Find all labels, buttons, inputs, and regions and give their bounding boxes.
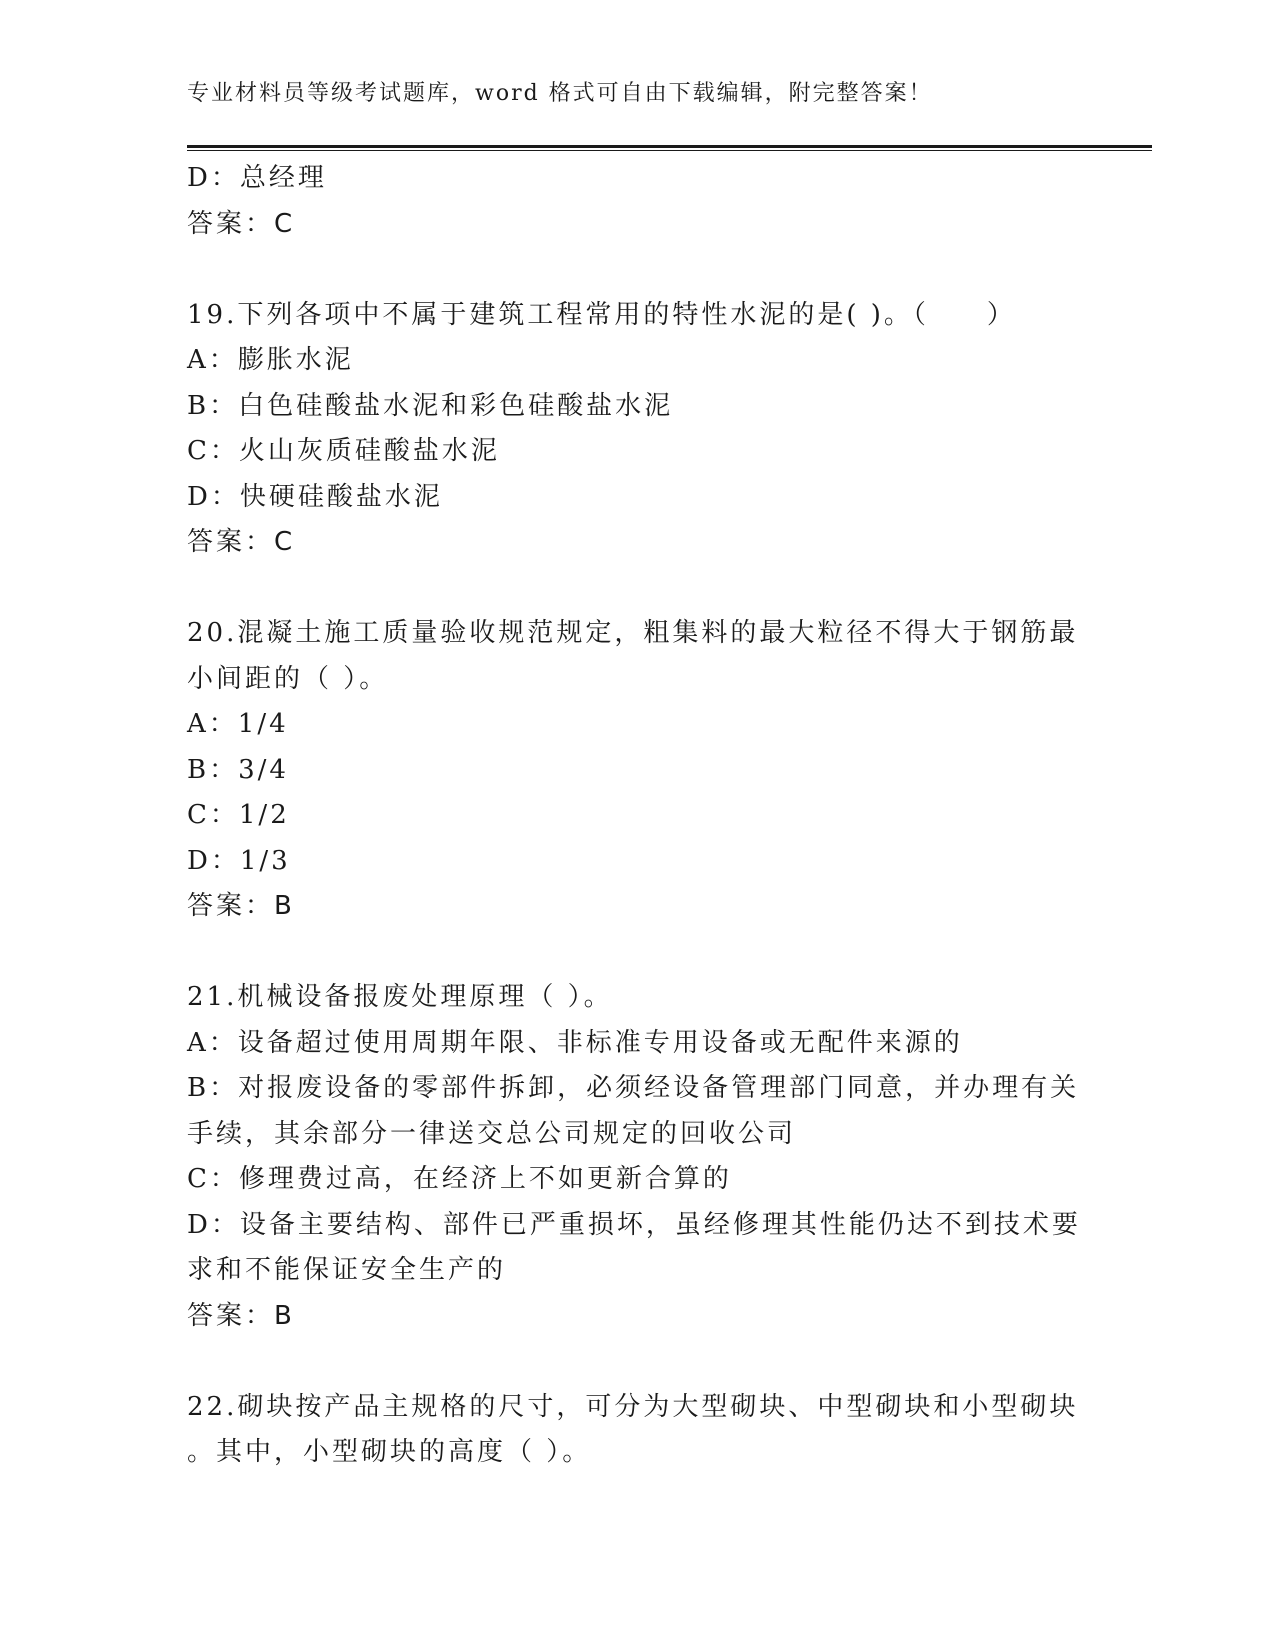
question-20-stem-line-2: 小间距的（ ）。 bbox=[187, 663, 389, 694]
question-19 bbox=[187, 293, 1067, 566]
spacer bbox=[187, 247, 1067, 293]
question-22 bbox=[187, 1385, 1079, 1476]
question-20-option-c: C：1/2 bbox=[187, 800, 290, 830]
question-19-option-a: A：膨胀水泥 bbox=[187, 345, 354, 375]
prev-answer: 答案：C bbox=[187, 208, 296, 239]
prev-option-d: D：总经理 bbox=[187, 163, 327, 193]
spacer bbox=[187, 930, 1067, 976]
question-21-stem: 21.机械设备报废处理原理（ ）。 bbox=[187, 982, 613, 1012]
question-20-option-b: B：3/4 bbox=[187, 754, 289, 785]
question-20-option-d: D：1/3 bbox=[187, 845, 291, 876]
question-21-answer: 答案：B bbox=[187, 1300, 295, 1331]
question-20-answer: 答案：B bbox=[187, 891, 295, 921]
question-20 bbox=[187, 611, 1079, 930]
question-21 bbox=[187, 975, 1081, 1339]
question-19-option-c: C：火山灰质硅酸盐水泥 bbox=[187, 436, 500, 466]
question-21-option-c: C：修理费过高，在经济上不如更新合算的 bbox=[187, 1164, 732, 1194]
page-header: 专业材料员等级考试题库，word 格式可自由下载编辑，附完整答案！ bbox=[187, 81, 933, 106]
question-19-stem: 19.下列各项中不属于建筑工程常用的特性水泥的是( )。（ ） bbox=[187, 299, 1016, 330]
question-22-stem-line-2: 。其中，小型砌块的高度（ ）。 bbox=[187, 1437, 592, 1467]
question-21-option-d-line-1: D：设备主要结构、部件已严重损坏，虽经修理其性能仍达不到技术要 bbox=[187, 1209, 1081, 1240]
header-rule-thin bbox=[187, 150, 1152, 151]
question-21-option-b-line-1: B：对报废设备的零部件拆卸，必须经设备管理部门同意，并办理有关 bbox=[187, 1073, 1080, 1103]
header-rule-thick bbox=[187, 145, 1152, 148]
question-22-stem-line-1: 22.砌块按产品主规格的尺寸，可分为大型砌块、中型砌块和小型砌块 bbox=[187, 1391, 1079, 1422]
question-20-stem-line-1: 20.混凝土施工质量验收规范规定，粗集料的最大粒径不得大于钢筋最 bbox=[187, 618, 1079, 648]
question-19-option-b: B：白色硅酸盐水泥和彩色硅酸盐水泥 bbox=[187, 390, 674, 421]
question-20-option-a: A：1/4 bbox=[187, 709, 289, 739]
question-list bbox=[187, 156, 1081, 1476]
spacer bbox=[187, 1339, 1067, 1385]
question-19-option-d: D：快硬硅酸盐水泥 bbox=[187, 481, 443, 512]
question-21-option-a: A：设备超过使用周期年限、非标准专用设备或无配件来源的 bbox=[187, 1027, 963, 1058]
question-19-answer: 答案：C bbox=[187, 527, 296, 557]
spacer bbox=[187, 566, 1067, 612]
question-21-option-b-line-2: 手续，其余部分一律送交总公司规定的回收公司 bbox=[187, 1118, 797, 1149]
question-21-option-d-line-2: 求和不能保证安全生产的 bbox=[187, 1255, 507, 1285]
